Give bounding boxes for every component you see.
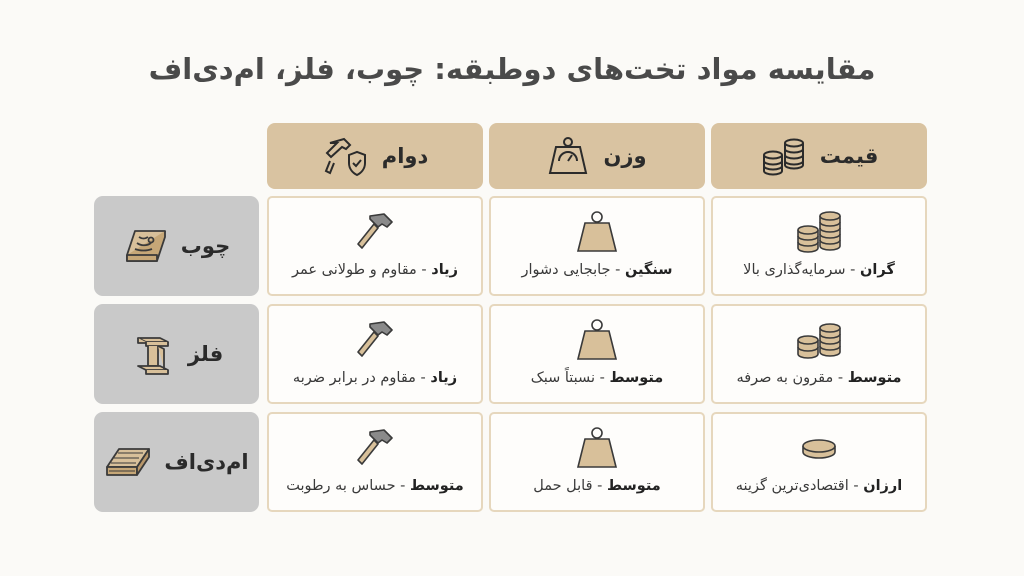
cell-text: سنگین - جابجایی دشوار	[521, 262, 673, 278]
row-label-text: چوب	[180, 234, 231, 258]
cell-wood-weight	[489, 196, 705, 296]
weight-icon	[575, 318, 619, 362]
cell-text: ارزان - اقتصادی‌ترین گزینه	[735, 478, 903, 494]
column-header-label: قیمت	[819, 144, 879, 168]
coins-stack-icon	[794, 318, 844, 362]
cell-text: متوسط - حساس به رطوبت	[286, 478, 464, 494]
page-title: مقایسه مواد تخت‌های دوطبقه: چوب، فلز، ام‌دی‌اف	[148, 52, 876, 86]
row-label-wood	[94, 196, 259, 296]
cell-text: گران - سرمایه‌گذاری بالا	[743, 262, 895, 278]
single-coin-icon	[797, 426, 841, 470]
row-label-mdf	[94, 412, 259, 512]
hammer-icon	[352, 426, 398, 470]
column-header-durability	[267, 123, 483, 189]
cell-mdf-weight	[489, 412, 705, 512]
row-label-text: ام‌دی‌اف	[164, 450, 249, 474]
hammer-icon	[352, 210, 398, 254]
cell-mdf-durability	[267, 412, 483, 512]
row-label-text: فلز	[187, 342, 224, 366]
weight-icon	[575, 210, 619, 254]
cell-wood-durability	[267, 196, 483, 296]
column-header-label: دوام	[381, 144, 429, 168]
hammer-shield-icon	[322, 135, 368, 177]
steel-beam-icon	[130, 332, 176, 376]
mdf-board-icon	[104, 441, 152, 483]
cell-text: متوسط - مقرون به صرفه	[736, 370, 902, 386]
scale-weight-icon	[547, 136, 589, 176]
coins-stack-icon	[794, 210, 844, 254]
cell-text: زیاد - مقاوم و طولانی عمر	[292, 262, 458, 278]
cell-metal-weight	[489, 304, 705, 404]
row-label-metal	[94, 304, 259, 404]
cell-metal-durability	[267, 304, 483, 404]
column-header-weight	[489, 123, 705, 189]
cell-wood-price	[711, 196, 927, 296]
weight-icon	[575, 426, 619, 470]
cell-mdf-price	[711, 412, 927, 512]
coins-stack-icon	[760, 135, 806, 177]
column-header-label: وزن	[603, 144, 647, 168]
wood-plank-icon	[123, 225, 169, 267]
cell-text: زیاد - مقاوم در برابر ضربه	[292, 370, 458, 386]
cell-text: متوسط - نسبتاً سبک	[530, 370, 664, 386]
hammer-icon	[352, 318, 398, 362]
cell-metal-price	[711, 304, 927, 404]
column-header-price	[711, 123, 927, 189]
cell-text: متوسط - قابل حمل	[533, 478, 661, 494]
